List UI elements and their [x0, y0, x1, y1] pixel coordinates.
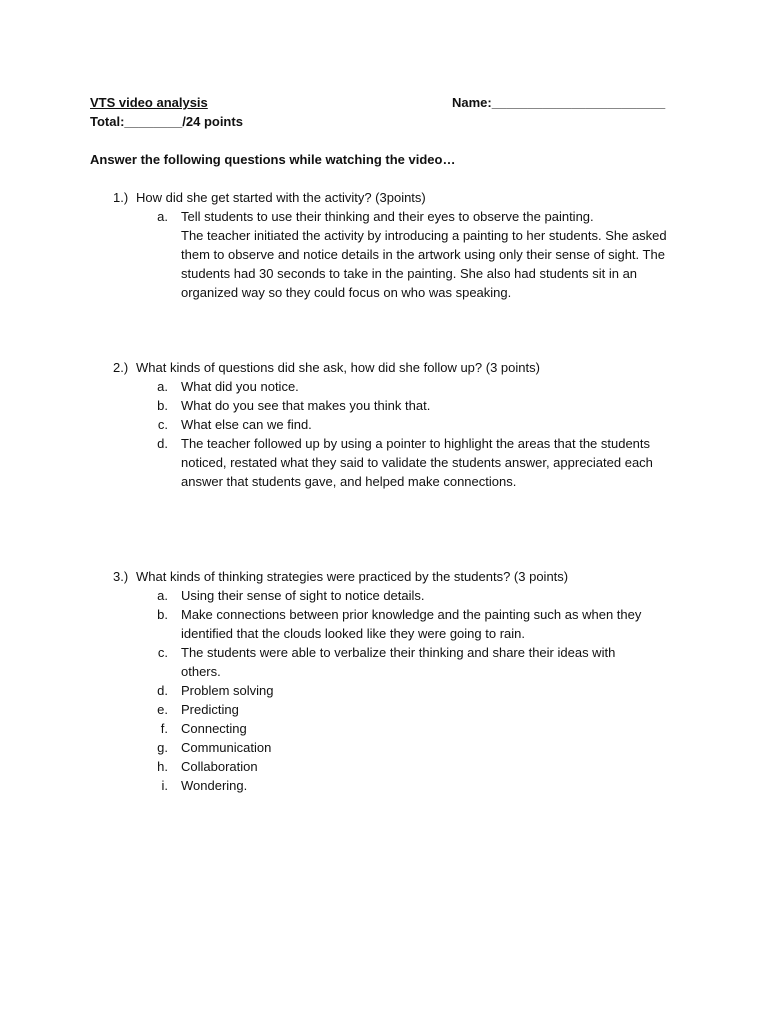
question-2-item-marker: a. [157, 379, 168, 394]
question-3-item-marker: i. [161, 778, 168, 793]
question-3-item-marker: f. [160, 721, 168, 736]
question-3-answer-b: Make connections between prior knowledge and the painting such as when they identified that the clouds looked like they were going to rain. [181, 607, 642, 641]
name-field-label: Name:________________________ [452, 95, 666, 110]
question-3-answer-f: Connecting [181, 721, 247, 736]
question-3-answer-h: Collaboration [181, 759, 258, 774]
question-3-item-marker: b. [157, 607, 168, 622]
question-3-item-marker: a. [157, 588, 168, 603]
question-1-answer-paragraph: The teacher initiated the activity by introducing a painting to her students. She asked them to observe and notice details in the artwork using only their sense of sight. The students had 30 seconds to take in the painting. She also had students sit in an organized way so they could focus on who was speaking. [181, 228, 667, 300]
question-3-answer-i: Wondering. [181, 778, 248, 793]
question-3-text: What kinds of thinking strategies were practiced by the students? (3 points) [136, 569, 569, 584]
question-3-item-marker: d. [157, 683, 168, 698]
question-3-answer-a: Using their sense of sight to notice details. [181, 588, 425, 603]
question-2-answer-d: The teacher followed up by using a pointer to highlight the areas that the students noticed, restated what they said to validate the students answer, appreciated each answer that students gave, and helped make connections. [181, 436, 653, 489]
question-1-answer-a: Tell students to use their thinking and their eyes to observe the painting. [181, 209, 594, 224]
question-1-number: 1.) [113, 190, 129, 205]
question-2-answer-b: What do you see that makes you think that. [181, 398, 431, 413]
question-1-text: How did she get started with the activity? (3points) [136, 190, 426, 205]
question-2-number: 2.) [113, 360, 129, 375]
total-points-label: Total:________/24 points [90, 114, 243, 129]
question-2-text: What kinds of questions did she ask, how did she follow up? (3 points) [136, 360, 540, 375]
question-1-item-marker: a. [157, 209, 168, 224]
question-3-item-marker: c. [157, 645, 168, 660]
question-2-answer-c: What else can we find. [181, 417, 312, 432]
question-2-item-marker: c. [157, 417, 168, 432]
question-3-answer-g: Communication [181, 740, 272, 755]
question-3-item-marker: g. [157, 740, 168, 755]
question-2-item-marker: d. [157, 436, 168, 451]
document-title: VTS video analysis [90, 95, 208, 110]
question-3-answer-e: Predicting [181, 702, 239, 717]
question-3-answer-d: Problem solving [181, 683, 274, 698]
question-3-item-marker: h. [157, 759, 168, 774]
question-3-number: 3.) [113, 569, 129, 584]
question-3-answer-c: The students were able to verbalize their thinking and share their ideas with others. [181, 645, 616, 679]
question-2-item-marker: b. [157, 398, 168, 413]
question-2-answer-a: What did you notice. [181, 379, 299, 394]
instruction-text: Answer the following questions while watching the video… [90, 152, 456, 167]
question-3-item-marker: e. [157, 702, 168, 717]
